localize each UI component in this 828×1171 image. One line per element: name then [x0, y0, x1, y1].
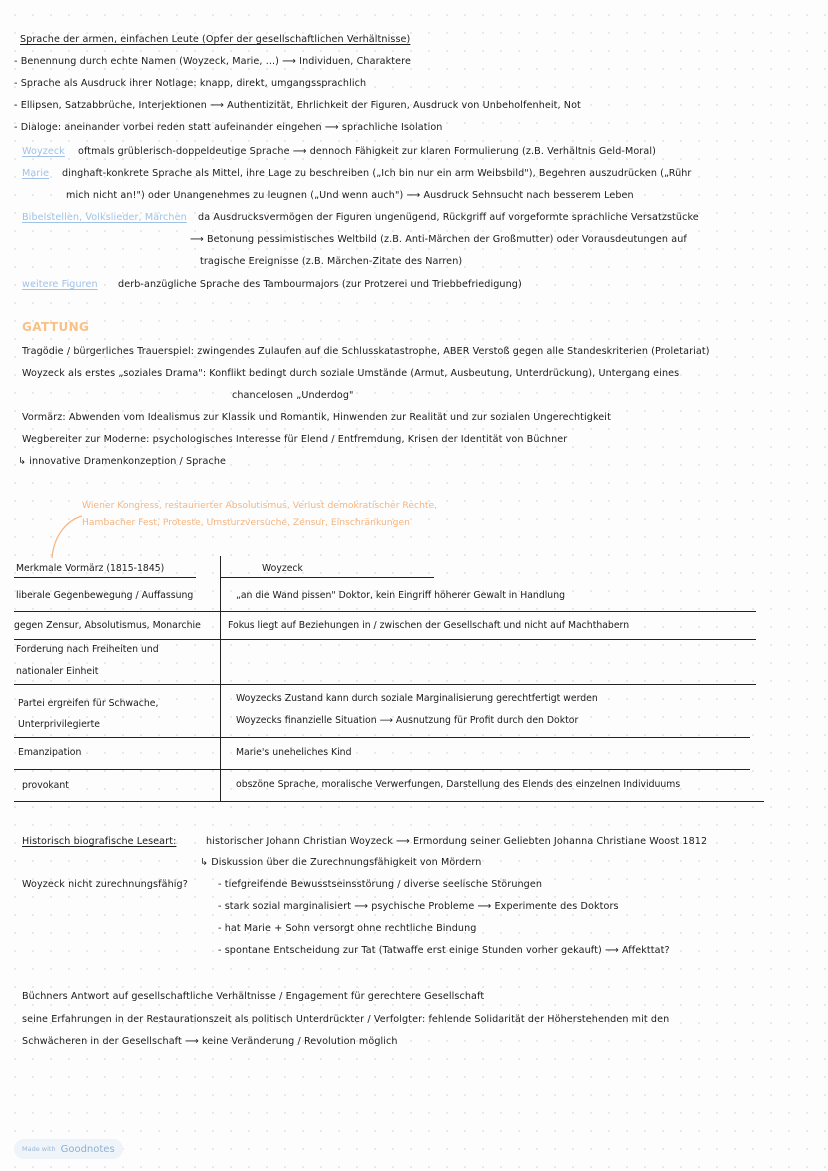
historisch-point: - stark sozial marginalisiert ⟶ psychische Probleme ⟶ Experimente des Doktors [218, 901, 619, 912]
table-cell-right: Fokus liegt auf Beziehungen in / zwischen der Gesellschaft und nicht auf Machthabern [228, 620, 630, 631]
section-title: Sprache der armen, einfachen Leute (Opfer der gesellschaftlichen Verhältnisse) [20, 34, 411, 45]
bibel-label: Bibelstellen, Volkslieder, Märchen [22, 212, 187, 223]
table-cell-right: obszöne Sprache, moralische Verwerfungen, Darstellung des Elends des einzelnen Individuums [236, 779, 681, 790]
goodnotes-brand: Goodnotes [60, 1143, 115, 1155]
historisch-text: historischer Johann Christian Woyzeck ⟶ Ermordung seiner Geliebten Johanna Christiane Woost 1812 [206, 836, 708, 847]
historisch-label: Historisch biografische Leseart: [22, 836, 177, 847]
table-cell-left: Forderung nach Freiheiten und [16, 644, 159, 655]
table-cell-left: Partei ergreifen für Schwache, [18, 698, 159, 709]
row-divider [14, 769, 750, 770]
buechner-line: Büchners Antwort auf gesellschaftliche Verhältnisse / Engagement für gerechtere Gesellschaft [22, 991, 485, 1002]
table-cell-right: Woyzecks finanzielle Situation ⟶ Ausnutzung für Profit durch den Doktor [236, 715, 579, 726]
marie-label: Marie [22, 168, 50, 179]
weitere-text: derb-anzügliche Sprache des Tambourmajors (zur Protzerei und Triebbefriedigung) [118, 279, 522, 290]
made-with-label: Made with [22, 1145, 56, 1153]
historisch-sub: ↳ Diskussion über die Zurechnungsfähigkeit von Mördern [200, 857, 482, 868]
context-note-line: Hambacher Fest, Proteste, Umsturzversuche, Zensur, Einschränkungen [82, 517, 410, 528]
row-divider [14, 611, 756, 612]
row-divider [14, 684, 756, 685]
bullet-line: - Dialoge: aneinander vorbei reden statt aufeinander eingehen ⟶ sprachliche Isolation [14, 122, 443, 133]
marie-text-1: dinghaft-konkrete Sprache als Mittel, ihre Lage zu beschreiben („Ich bin nur ein arm Weibsbild"), Begehren auszudrücken („Rühr [62, 168, 692, 179]
header-underline [220, 577, 434, 578]
bibel-text-1: da Ausdrucksvermögen der Figuren ungenügend, Rückgriff auf vorgeformte sprachliche Versatzstücke [198, 212, 699, 223]
table-cell-left: Emanzipation [18, 747, 82, 758]
weitere-label: weitere Figuren [22, 279, 98, 290]
context-note-line: Wiener Kongress, restaurierter Absolutismus, Verlust demokratischer Rechte, [82, 500, 438, 511]
historisch-point: - tiefgreifende Bewusstseinsstörung / diverse seelische Störungen [218, 879, 543, 890]
gattung-line: Wegbereiter zur Moderne: psychologisches Interesse für Elend / Entfremdung, Krisen der Identität von Büchner [22, 434, 568, 445]
table-header-right: Woyzeck [262, 563, 303, 574]
gattung-line: Vormärz: Abwenden vom Idealismus zur Klassik und Romantik, Hinwenden zur Realität und zur sozialen Ungerechtigkeit [22, 412, 611, 423]
table-cell-left: liberale Gegenbewegung / Auffassung [16, 590, 194, 601]
table-divider [220, 556, 221, 802]
bibel-text-2: ⟶ Betonung pessimistisches Weltbild (z.B. Anti-Märchen der Großmutter) oder Vorausdeutungen auf [190, 234, 687, 245]
table-cell-left: gegen Zensur, Absolutismus, Monarchie [14, 620, 201, 631]
woyzeck-text: oftmals grüblerisch-doppeldeutige Sprache ⟶ dennoch Fähigkeit zur klaren Formulierung (z.B. Verhältnis Geld-Moral) [78, 146, 656, 157]
row-divider [14, 801, 764, 802]
bibel-text-3: tragische Ereignisse (z.B. Märchen-Zitate des Narren) [200, 256, 463, 267]
table-cell-left: provokant [22, 780, 69, 791]
table-cell-left: Unterprivilegierte [18, 719, 100, 730]
gattung-line: Woyzeck als erstes „soziales Drama": Konflikt bedingt durch soziale Umstände (Armut, Ausbeutung, Unterdrückung), Untergang eines [22, 368, 680, 379]
goodnotes-badge [14, 1139, 123, 1159]
bullet-line: - Ellipsen, Satzabbrüche, Interjektionen ⟶ Authentizität, Ehrlichkeit der Figuren, Ausdruck von Unbeholfenheit, Not [14, 100, 581, 111]
marie-text-2: mich nicht an!") oder Unangenehmes zu leugnen („Und wenn auch") ⟶ Ausdruck Sehnsucht nach besserem Leben [66, 190, 634, 201]
gattung-line: chancelosen „Underdog" [232, 390, 354, 401]
bullet-line: - Benennung durch echte Namen (Woyzeck, Marie, ...) ⟶ Individuen, Charaktere [14, 56, 411, 67]
bullet-line: - Sprache als Ausdruck ihrer Notlage: knapp, direkt, umgangssprachlich [14, 78, 367, 89]
buechner-line: seine Erfahrungen in der Restaurationszeit als politisch Unterdrückter / Verfolgter: fehlende Solidarität der Höherstehenden mit den [22, 1014, 670, 1025]
table-cell-right: „an die Wand pissen" Doktor, kein Eingriff höherer Gewalt in Handlung [236, 590, 565, 601]
historisch-question: Woyzeck nicht zurechnungsfähig? [22, 879, 188, 890]
historisch-point: - hat Marie + Sohn versorgt ohne rechtliche Bindung [218, 923, 477, 934]
comparison-table [14, 556, 766, 804]
gattung-line: ↳ innovative Dramenkonzeption / Sprache [18, 456, 226, 467]
gattung-heading: GATTUNG [22, 320, 90, 334]
historisch-point: - spontane Entscheidung zur Tat (Tatwaffe erst einige Stunden vorher gekauft) ⟶ Affekttat? [218, 945, 670, 956]
table-cell-left: nationaler Einheit [16, 666, 99, 677]
buechner-line: Schwächeren in der Gesellschaft ⟶ keine Veränderung / Revolution möglich [22, 1036, 398, 1047]
table-cell-right: Marie's uneheliches Kind [236, 747, 352, 758]
row-divider [14, 737, 750, 738]
table-header-left: Merkmale Vormärz (1815-1845) [16, 563, 165, 574]
table-cell-right: Woyzecks Zustand kann durch soziale Marginalisierung gerechtfertigt werden [236, 693, 598, 704]
gattung-line: Tragödie / bürgerliches Trauerspiel: zwingendes Zulaufen auf die Schlusskatastrophe, ABER Verstoß gegen alle Standeskriterien (Proletariat) [22, 346, 710, 357]
woyzeck-label: Woyzeck [22, 146, 65, 157]
